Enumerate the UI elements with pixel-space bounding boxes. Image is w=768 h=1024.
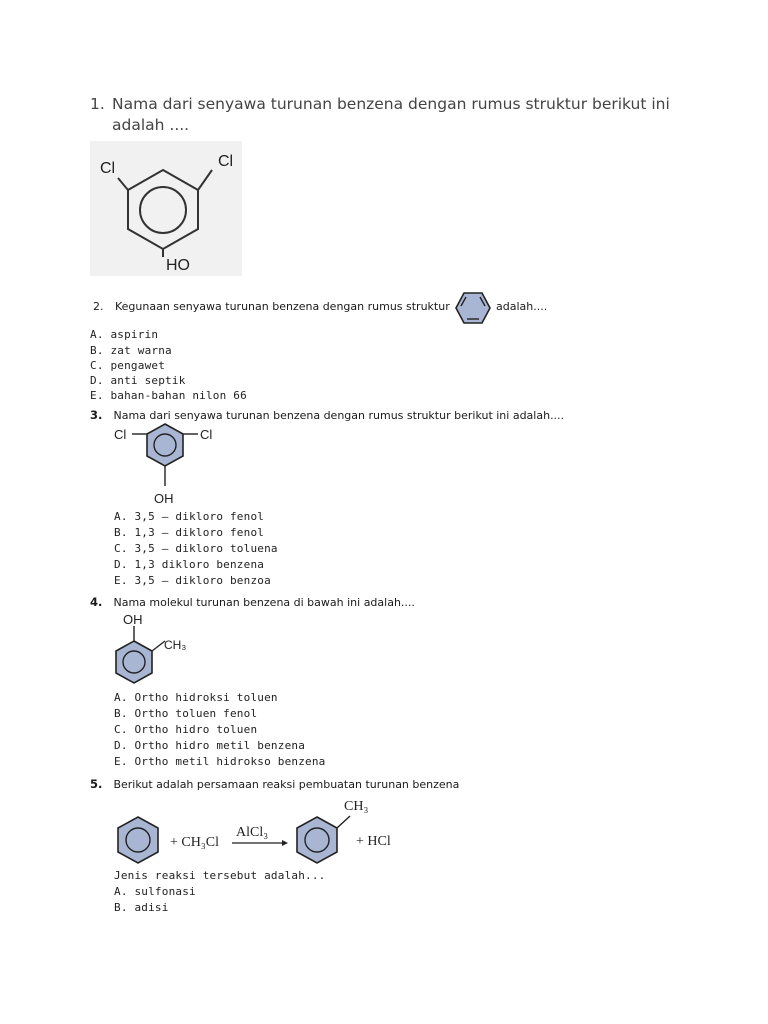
q2-benzene-structure <box>454 291 492 325</box>
question-number: 1. <box>90 95 105 113</box>
q2-option-a: A. aspirin <box>90 328 159 341</box>
question-number: 5. <box>90 777 103 791</box>
q3-sub-left: Cl <box>114 427 127 442</box>
q4-sub-right: CH₃ <box>164 638 187 652</box>
q1-sub-right: Cl <box>218 153 234 170</box>
question-1 <box>90 94 670 136</box>
q1-sub-left: Cl <box>100 160 116 177</box>
q3-structure <box>110 420 220 510</box>
q5-product-sub: CH₃ <box>344 799 369 814</box>
q5-option-b: B. adisi <box>114 901 169 914</box>
q1-structure-image <box>90 141 242 276</box>
q3-option-d: D. 1,3 dikloro benzena <box>114 558 265 571</box>
q3-option-c: C. 3,5 – dikloro toluena <box>114 542 278 555</box>
q4-sub-top: OH <box>123 612 143 627</box>
q4-option-d: D. Ortho hidro metil benzena <box>114 739 306 752</box>
question-text-after: adalah.... <box>496 300 548 313</box>
question-number: 3. <box>90 408 103 422</box>
q3-sub-bottom: OH <box>154 491 174 506</box>
question-text: Nama dari senyawa turunan benzena dengan rumus struktur berikut ini adalah.... <box>113 409 565 422</box>
question-2 <box>93 300 450 313</box>
q2-option-b: B. zat warna <box>90 344 172 357</box>
q3-option-a: A. 3,5 – dikloro fenol <box>114 510 265 523</box>
q3-sub-right: Cl <box>200 427 213 442</box>
q2-option-c: C. pengawet <box>90 359 166 372</box>
q2-option-e: E. bahan-bahan nilon 66 <box>90 389 247 402</box>
question-number: 2. <box>93 300 104 313</box>
q4-option-b: B. Ortho toluen fenol <box>114 707 258 720</box>
question-text-before: Kegunaan senyawa turunan benzena dengan rumus struktur <box>115 300 450 313</box>
question-text: Nama molekul turunan benzena di bawah ini adalah.... <box>113 596 415 609</box>
q3-option-b: B. 1,3 – dikloro fenol <box>114 526 265 539</box>
q5-reagent: + CH₃Cl <box>170 835 219 850</box>
question-text: Nama dari senyawa turunan benzena dengan rumus struktur berikut ini adalah .... <box>112 95 670 134</box>
q3-option-e: E. 3,5 – dikloro benzoa <box>114 574 271 587</box>
q5-reaction-equation <box>110 790 410 870</box>
q5-catalyst: AlCl₃ <box>236 825 269 840</box>
q4-option-c: C. Ortho hidro toluen <box>114 723 258 736</box>
q4-option-a: A. Ortho hidroksi toluen <box>114 691 278 704</box>
q4-option-e: E. Ortho metil hidrokso benzena <box>114 755 326 768</box>
q1-sub-bottom: HO <box>166 257 190 274</box>
q5-question-line: Jenis reaksi tersebut adalah... <box>114 869 326 882</box>
q5-byproduct: + HCl <box>356 834 391 849</box>
question-number: 4. <box>90 595 103 609</box>
q4-structure <box>110 608 200 688</box>
question-text: Berikut adalah persamaan reaksi pembuatan turunan benzena <box>113 778 460 791</box>
q2-option-d: D. anti septik <box>90 374 186 387</box>
q5-option-a: A. sulfonasi <box>114 885 196 898</box>
